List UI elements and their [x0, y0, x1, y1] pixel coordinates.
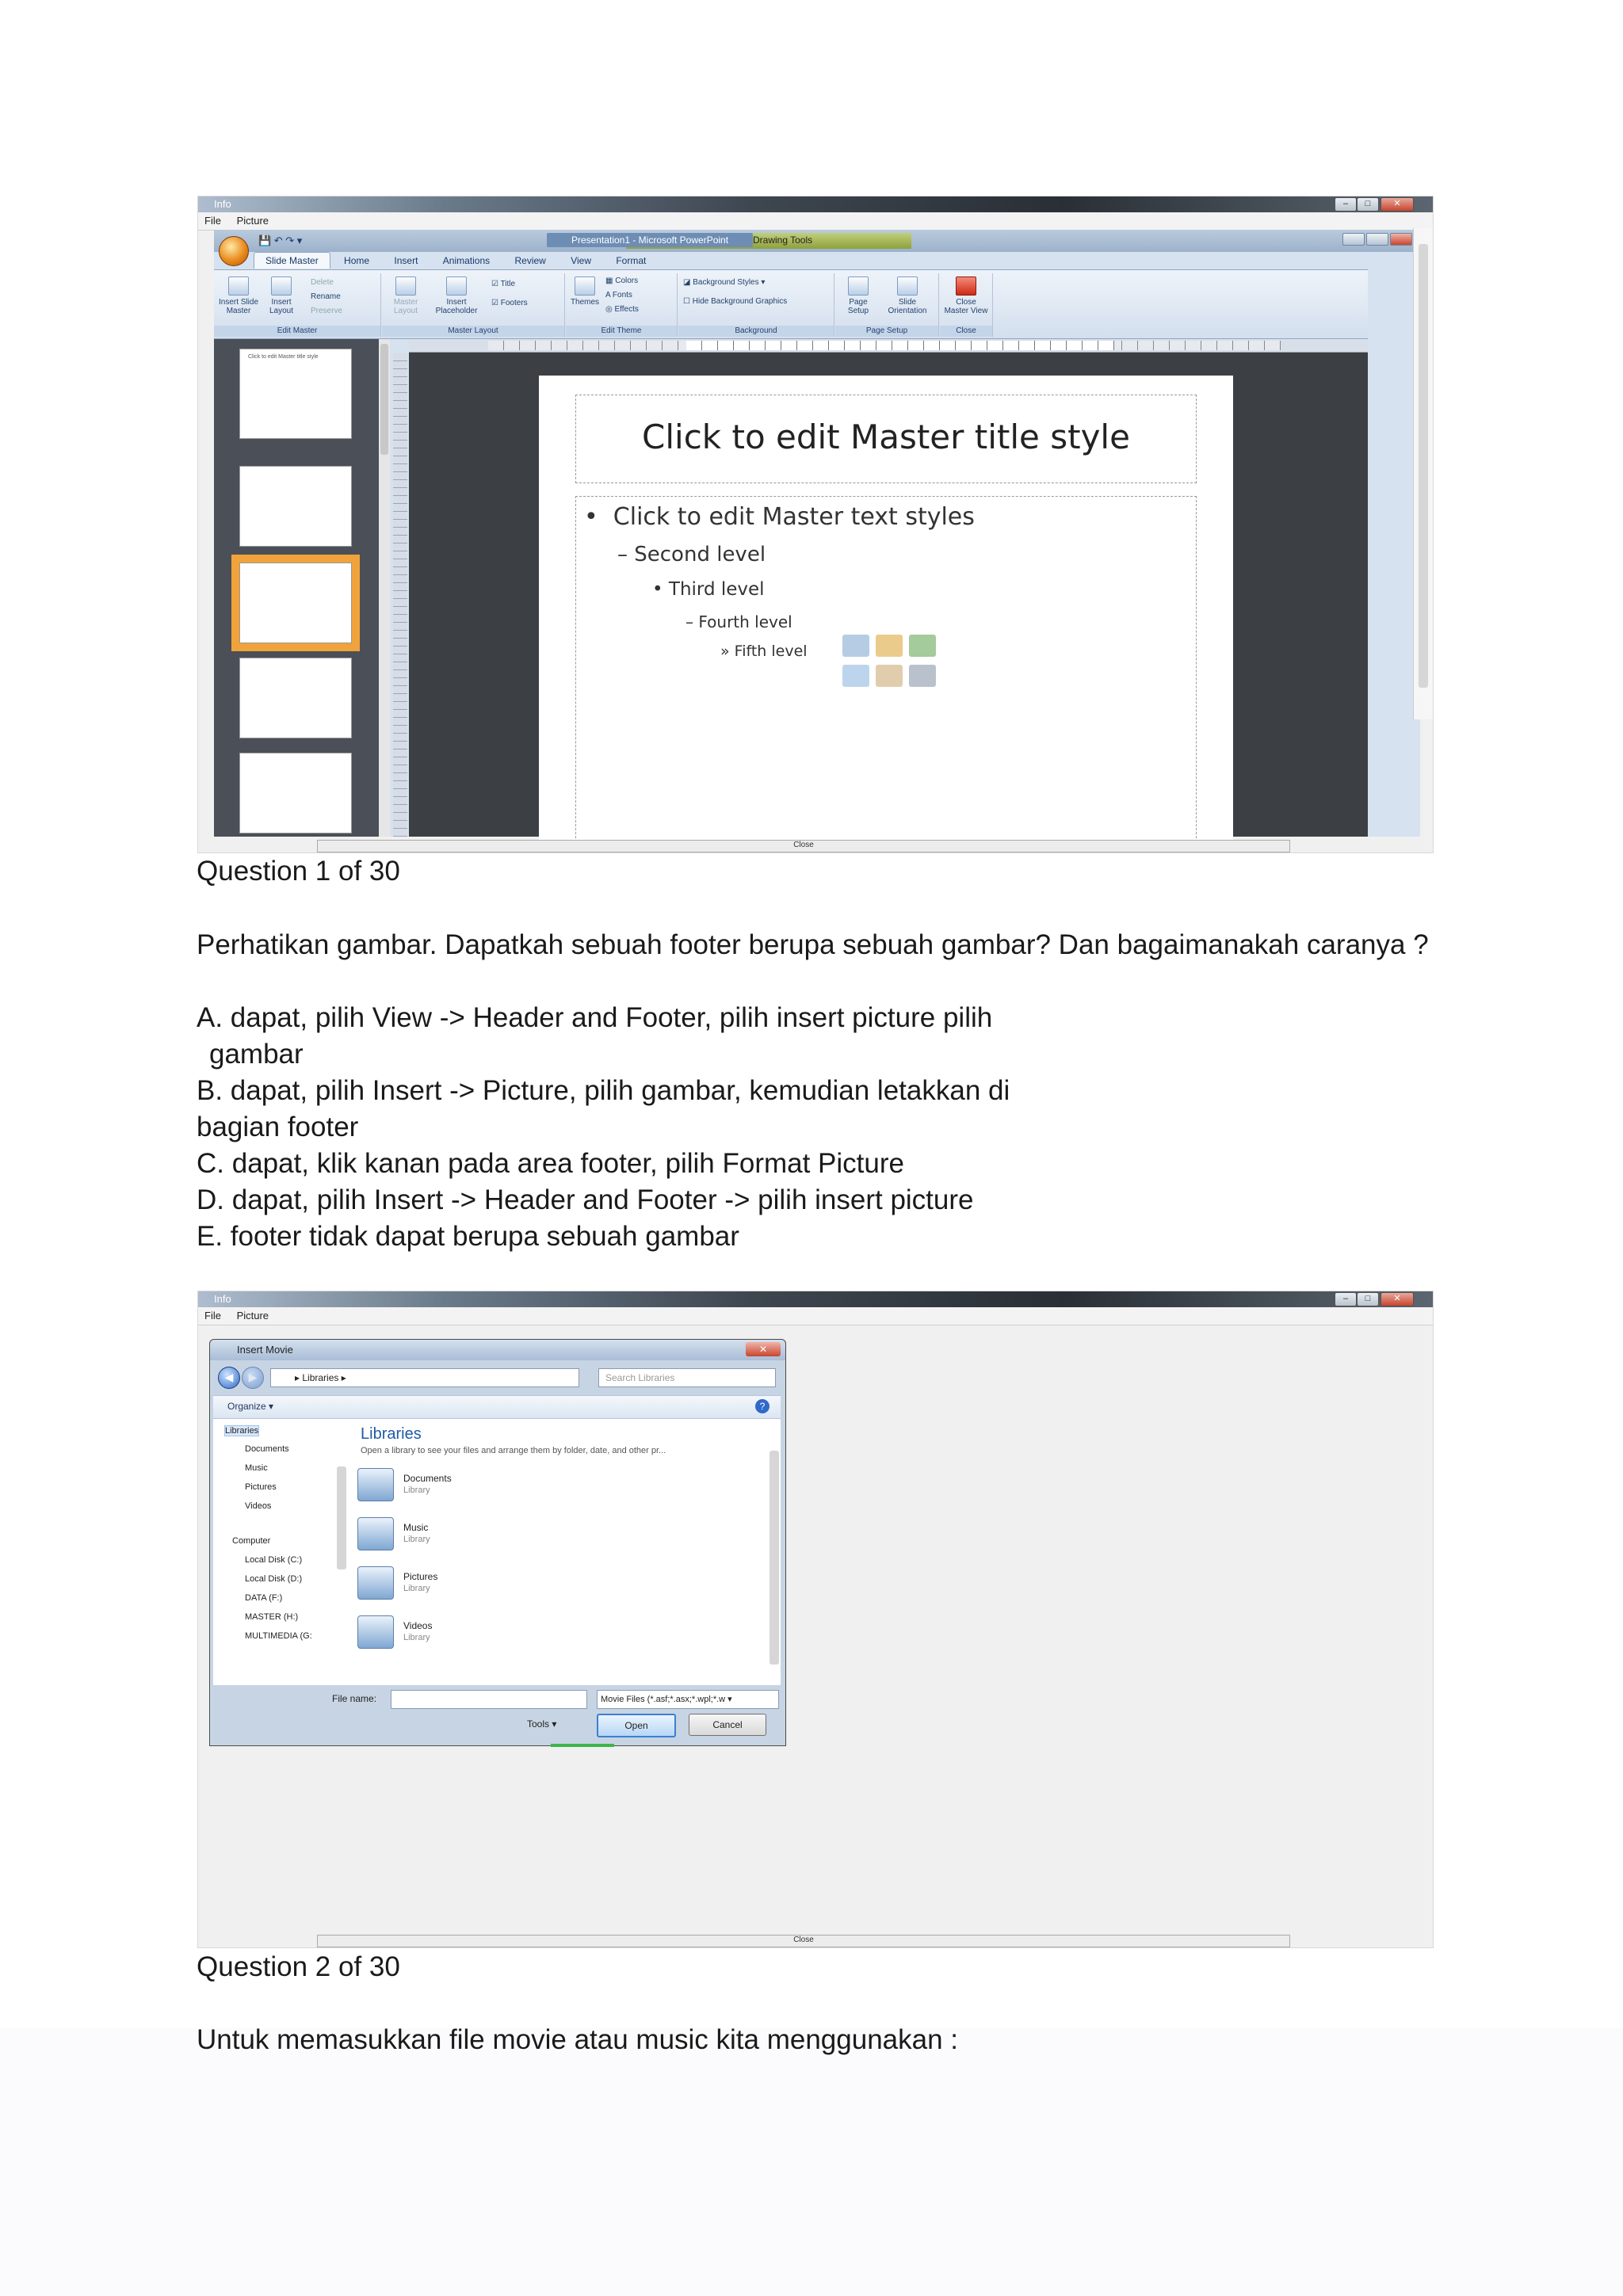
content-subtitle: Open a library to see your files and arrange them by folder, date, and other pr... — [361, 1446, 666, 1455]
level-4-text: – Fourth level — [685, 612, 792, 631]
slide-thumbnail-pane — [214, 339, 379, 837]
slide-canvas — [409, 353, 1368, 837]
content-heading: Libraries — [361, 1425, 422, 1443]
preserve-button[interactable]: Preserve — [311, 307, 343, 315]
menu-bar — [198, 212, 1433, 231]
library-pictures[interactable]: Pictures Library — [357, 1562, 595, 1604]
library-videos[interactable]: Videos Library — [357, 1611, 595, 1653]
option-a: A. dapat, pilih View -> Header and Footer, pilih insert picture pilih — [197, 1002, 993, 1033]
navigation-pane — [213, 1419, 347, 1685]
dialog-toolbar — [213, 1395, 781, 1419]
videos-icon — [357, 1615, 394, 1649]
nav-videos[interactable]: Videos — [245, 1501, 272, 1511]
tab-insert[interactable]: Insert — [394, 255, 418, 266]
app-title: Presentation1 - Microsoft PowerPoint — [547, 233, 753, 247]
option-c: C. dapat, klik kanan pada area footer, pilih Format Picture — [197, 1148, 904, 1179]
group-label-page-setup: Page Setup — [835, 326, 938, 337]
minimize-icon[interactable]: – — [1335, 1292, 1357, 1306]
screenshot-powerpoint-slide-master — [198, 196, 1433, 852]
group-label-master-layout: Master Layout — [382, 326, 564, 337]
tools-button[interactable]: Tools ▾ — [527, 1718, 557, 1730]
option-a-cont: gambar — [209, 1039, 304, 1070]
office-button-icon[interactable] — [219, 236, 249, 266]
menu-file[interactable]: File — [204, 1310, 221, 1322]
page-bottom-tint — [0, 2028, 1623, 2296]
level-1-text: • Click to edit Master text styles — [584, 503, 975, 531]
window-title: Info — [214, 198, 231, 210]
help-icon[interactable]: ? — [755, 1399, 769, 1413]
insert-movie-dialog — [209, 1339, 786, 1746]
menu-picture[interactable]: Picture — [236, 1310, 269, 1322]
media-icon[interactable] — [909, 665, 936, 687]
insert-placeholder-button[interactable]: Insert Placeholder — [428, 277, 485, 315]
question-2-number: Question 2 of 30 — [197, 1951, 400, 1982]
slide-master-icon — [228, 277, 249, 296]
quick-access-toolbar[interactable]: 💾 ↶ ↷ ▾ — [258, 235, 303, 246]
layout-icon — [271, 277, 292, 296]
menu-file[interactable]: File — [204, 215, 221, 227]
themes-button[interactable]: Themes — [567, 277, 602, 307]
chart-icon[interactable] — [876, 635, 903, 657]
nav-master-h[interactable]: MASTER (H:) — [245, 1612, 299, 1622]
ribbon-tabs — [254, 252, 657, 269]
title-checkbox[interactable]: ☑ Title — [491, 280, 516, 288]
close-bar[interactable]: Close — [317, 840, 1290, 852]
insert-slide-master-button[interactable]: Insert Slide Master — [217, 277, 260, 315]
group-edit-theme — [566, 273, 678, 337]
option-d: D. dapat, pilih Insert -> Header and Footer -> pilih insert picture — [197, 1184, 974, 1215]
fonts-button[interactable]: A Fonts — [605, 291, 632, 299]
nav-data-f[interactable]: DATA (F:) — [245, 1593, 283, 1603]
nav-computer[interactable]: Computer — [232, 1536, 271, 1546]
thumbnail-layout-3[interactable] — [239, 658, 352, 738]
cancel-button[interactable]: Cancel — [689, 1714, 766, 1736]
group-label-edit-theme: Edit Theme — [566, 326, 677, 337]
back-icon[interactable]: ◀ — [218, 1367, 240, 1389]
vertical-ruler — [393, 353, 407, 837]
group-label-close: Close — [940, 326, 992, 337]
menu-picture[interactable]: Picture — [236, 215, 269, 227]
window-title-bar — [198, 196, 1433, 212]
orientation-icon — [897, 277, 918, 296]
documents-icon — [357, 1468, 394, 1501]
search-input[interactable]: Search Libraries — [598, 1368, 776, 1387]
text-placeholder[interactable] — [575, 496, 1197, 852]
file-name-row — [213, 1687, 781, 1742]
group-edit-master — [214, 273, 381, 337]
tab-animations[interactable]: Animations — [442, 255, 491, 266]
nav-pictures[interactable]: Pictures — [245, 1482, 277, 1492]
nav-scrollbar[interactable] — [337, 1466, 346, 1569]
page-setup-icon — [848, 277, 869, 296]
footers-checkbox[interactable]: ☑ Footers — [491, 299, 528, 307]
tab-slide-master[interactable]: Slide Master — [254, 252, 330, 269]
close-master-view-button[interactable]: Close Master View — [943, 277, 989, 315]
option-b: B. dapat, pilih Insert -> Picture, pilih gambar, kemudian letakkan di — [197, 1075, 1010, 1106]
menu-bar — [198, 1307, 1433, 1325]
nav-documents[interactable]: Documents — [245, 1444, 289, 1454]
maximize-icon[interactable]: □ — [1357, 1292, 1379, 1306]
nav-libraries[interactable]: Libraries — [225, 1426, 259, 1436]
horizontal-ruler — [409, 339, 1368, 353]
window-title-bar — [198, 1291, 1433, 1307]
picture-icon[interactable] — [842, 665, 869, 687]
content-placeholder-icons — [842, 635, 953, 693]
ppt-window-buttons[interactable] — [1341, 233, 1412, 250]
table-icon[interactable] — [842, 635, 869, 657]
taskbar-indicator — [551, 1744, 614, 1747]
file-name-label: File name: — [332, 1693, 377, 1704]
level-5-text: » Fifth level — [720, 643, 808, 660]
maximize-icon[interactable]: □ — [1357, 197, 1379, 212]
smartart-icon[interactable] — [909, 635, 936, 657]
group-label-edit-master: Edit Master — [214, 326, 380, 337]
question-1-number: Question 1 of 30 — [197, 856, 400, 887]
group-page-setup — [835, 273, 939, 337]
window-title: Info — [214, 1293, 231, 1305]
option-e: E. footer tidak dapat berupa sebuah gambar — [197, 1221, 739, 1252]
level-2-text: – Second level — [617, 543, 766, 566]
question-1-text: Perhatikan gambar. Dapatkah sebuah footer berupa sebuah gambar? Dan bagaimanakah caranya ? — [197, 929, 1429, 960]
thumbnail-master[interactable]: Click to edit Master title style — [239, 349, 352, 439]
file-type-select[interactable]: Movie Files (*.asf;*.asx;*.wpl;*.w ▾ — [597, 1690, 779, 1709]
tab-view[interactable]: View — [571, 255, 591, 266]
music-icon — [357, 1517, 394, 1550]
dialog-title-bar — [210, 1340, 785, 1360]
open-button[interactable]: Open — [597, 1714, 676, 1737]
tab-format[interactable]: Format — [616, 255, 647, 266]
rename-button[interactable]: Rename — [311, 292, 341, 301]
themes-icon — [575, 277, 595, 296]
file-content-pane — [346, 1419, 781, 1685]
question-2-text: Untuk memasukkan file movie atau music kita menggunakan : — [197, 2024, 959, 2055]
address-row — [218, 1367, 777, 1389]
nav-local-disk-d[interactable]: Local Disk (D:) — [245, 1574, 303, 1584]
ribbon — [214, 269, 1368, 339]
tab-home[interactable]: Home — [344, 255, 370, 266]
close-icon[interactable]: ✕ — [1381, 1292, 1414, 1306]
master-layout-icon — [395, 277, 416, 296]
pictures-icon — [357, 1566, 394, 1600]
close-icon[interactable]: ✕ — [1381, 197, 1414, 212]
thumbnail-layout-1[interactable] — [239, 466, 352, 547]
content-scrollbar[interactable] — [769, 1451, 779, 1665]
file-name-input[interactable] — [391, 1690, 587, 1709]
level-3-text: • Third level — [652, 579, 765, 600]
slide-orientation-button[interactable]: Slide Orientation — [881, 277, 934, 315]
nav-multimedia-g[interactable]: MULTIMEDIA (G: — [245, 1631, 312, 1641]
thumbnail-layout-2-selected[interactable] — [239, 563, 352, 643]
powerpoint-title-bar — [214, 230, 1420, 252]
thumbnail-layout-4[interactable] — [239, 753, 352, 833]
close-master-view-icon — [956, 277, 976, 296]
title-placeholder[interactable] — [575, 395, 1197, 483]
hide-background-graphics-checkbox[interactable]: ☐ Hide Background Graphics — [683, 297, 788, 306]
group-close — [940, 273, 993, 337]
group-label-background: Background — [678, 326, 834, 337]
thumbnail-scrollbar[interactable] — [379, 339, 390, 837]
library-documents[interactable]: Documents Library — [357, 1463, 595, 1506]
address-bar[interactable]: ▸ Libraries ▸ — [270, 1368, 579, 1387]
outer-vertical-scrollbar[interactable] — [1413, 228, 1433, 719]
tab-review[interactable]: Review — [514, 255, 546, 266]
insert-layout-button[interactable]: Insert Layout — [262, 277, 301, 315]
slide-title: Click to edit Master title style — [642, 418, 1130, 456]
option-b-cont: bagian footer — [197, 1112, 359, 1142]
minimize-icon[interactable]: – — [1335, 197, 1357, 212]
page-setup-button[interactable]: Page Setup — [838, 277, 878, 315]
master-layout-button[interactable]: Master Layout — [385, 277, 426, 315]
forward-icon[interactable]: ▶ — [242, 1367, 264, 1389]
effects-button[interactable]: ◎ Effects — [605, 305, 639, 314]
powerpoint-window — [214, 230, 1420, 837]
group-master-layout — [382, 273, 565, 337]
clipart-icon[interactable] — [876, 665, 903, 687]
drawing-tools-label: Drawing Tools — [753, 235, 813, 246]
background-styles-button[interactable]: ◪ Background Styles ▾ — [683, 278, 766, 287]
placeholder-icon — [446, 277, 467, 296]
delete-button[interactable]: Delete — [311, 278, 334, 287]
library-music[interactable]: Music Library — [357, 1512, 595, 1555]
screenshot-insert-movie-dialog — [198, 1291, 1433, 1947]
close-bar[interactable]: Close — [317, 1935, 1290, 1947]
dialog-title: Insert Movie — [237, 1344, 293, 1356]
nav-local-disk-c[interactable]: Local Disk (C:) — [245, 1555, 303, 1565]
dialog-close-icon[interactable]: ✕ — [746, 1342, 781, 1356]
colors-button[interactable]: ▦ Colors — [605, 277, 639, 285]
group-background — [678, 273, 834, 337]
organize-button[interactable]: Organize ▾ — [227, 1401, 274, 1412]
nav-music[interactable]: Music — [245, 1463, 268, 1473]
slide-master — [539, 376, 1233, 851]
